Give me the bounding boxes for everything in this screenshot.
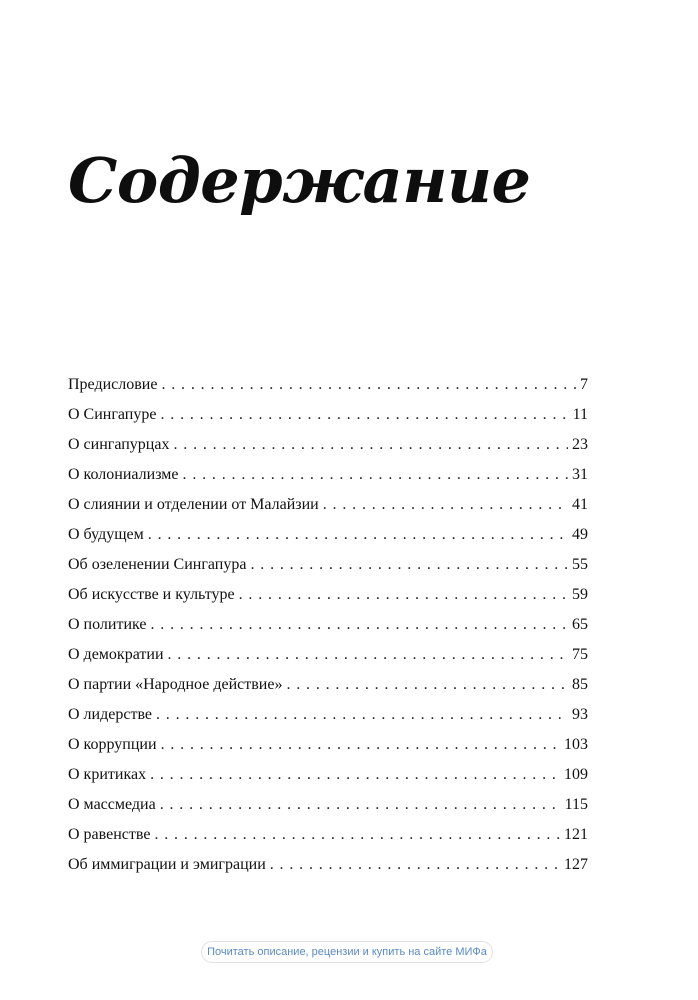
toc-entry-label: О будущем <box>68 526 144 543</box>
toc-entry-page: 85 <box>572 676 588 693</box>
toc-entry-label: О сингапурцах <box>68 436 170 453</box>
toc-entry-page: 121 <box>564 826 588 843</box>
toc-entry-page: 23 <box>572 436 588 453</box>
toc-dot-leader <box>250 550 568 580</box>
toc-entry-page: 65 <box>572 616 588 633</box>
toc-entry-page: 41 <box>572 496 588 513</box>
toc-dot-leader <box>148 520 568 550</box>
toc-entry-label: О лидерстве <box>68 706 152 723</box>
toc-entry-page: 93 <box>572 706 588 723</box>
toc-entry <box>68 520 588 550</box>
toc-dot-leader <box>270 850 560 880</box>
toc-entry <box>68 430 588 460</box>
toc-entry-label: О партии «Народное действие» <box>68 676 283 693</box>
toc-dot-leader <box>160 400 568 430</box>
toc-dot-leader <box>183 460 568 490</box>
toc-entry <box>68 370 588 400</box>
toc-entry-label: О демократии <box>68 646 164 663</box>
toc-entry-label: О Сингапуре <box>68 406 157 423</box>
toc-entry <box>68 790 588 820</box>
toc-entry-label: О коррупции <box>68 736 157 753</box>
toc-entry <box>68 820 588 850</box>
toc-entry-page: 49 <box>572 526 588 543</box>
toc-entry-page: 75 <box>572 646 588 663</box>
toc-entry <box>68 760 588 790</box>
table-of-contents <box>68 370 588 880</box>
toc-entry-page: 103 <box>564 736 588 753</box>
toc-entry <box>68 670 588 700</box>
toc-entry-label: О политике <box>68 616 147 633</box>
publisher-site-link[interactable]: Почитать описание, рецензии и купить на сайте МИФа <box>201 941 493 963</box>
toc-dot-leader <box>150 760 560 790</box>
toc-entry-page: 59 <box>572 586 588 603</box>
toc-entry <box>68 640 588 670</box>
toc-entry-page: 55 <box>572 556 588 573</box>
toc-entry-page: 109 <box>564 766 588 783</box>
toc-entry <box>68 400 588 430</box>
toc-entry-label: Предисловие <box>68 376 158 393</box>
toc-entry <box>68 730 588 760</box>
toc-dot-leader <box>323 490 568 520</box>
toc-dot-leader <box>286 670 568 700</box>
toc-entry <box>68 460 588 490</box>
toc-entry <box>68 610 588 640</box>
toc-entry <box>68 700 588 730</box>
toc-entry-page: 115 <box>564 796 588 813</box>
toc-entry-page: 11 <box>572 406 588 423</box>
toc-entry-label: О критиках <box>68 766 147 783</box>
toc-dot-leader <box>160 790 561 820</box>
toc-entry-label: Об иммиграции и эмиграции <box>68 856 266 873</box>
toc-entry-page: 127 <box>564 856 588 873</box>
toc-dot-leader <box>150 610 568 640</box>
toc-entry-label: О слиянии и отделении от Малайзии <box>68 496 319 513</box>
toc-entry <box>68 850 588 880</box>
toc-entry-label: О массмедиа <box>68 796 156 813</box>
toc-entry-label: О колониализме <box>68 466 179 483</box>
toc-dot-leader <box>156 700 568 730</box>
toc-entry <box>68 490 588 520</box>
toc-entry-label: О равенстве <box>68 826 151 843</box>
toc-entry <box>68 550 588 580</box>
toc-entry-page: 31 <box>572 466 588 483</box>
toc-dot-leader <box>161 730 560 760</box>
toc-entry-label: Об искусстве и культуре <box>68 586 235 603</box>
toc-entry-label: Об озеленении Сингапура <box>68 556 247 573</box>
toc-dot-leader <box>154 820 560 850</box>
toc-entry <box>68 580 588 610</box>
toc-dot-leader <box>161 370 576 400</box>
toc-dot-leader <box>239 580 568 610</box>
toc-dot-leader <box>168 640 569 670</box>
toc-dot-leader <box>173 430 568 460</box>
page-title: Содержание <box>68 144 531 217</box>
toc-entry-page: 7 <box>580 376 588 393</box>
